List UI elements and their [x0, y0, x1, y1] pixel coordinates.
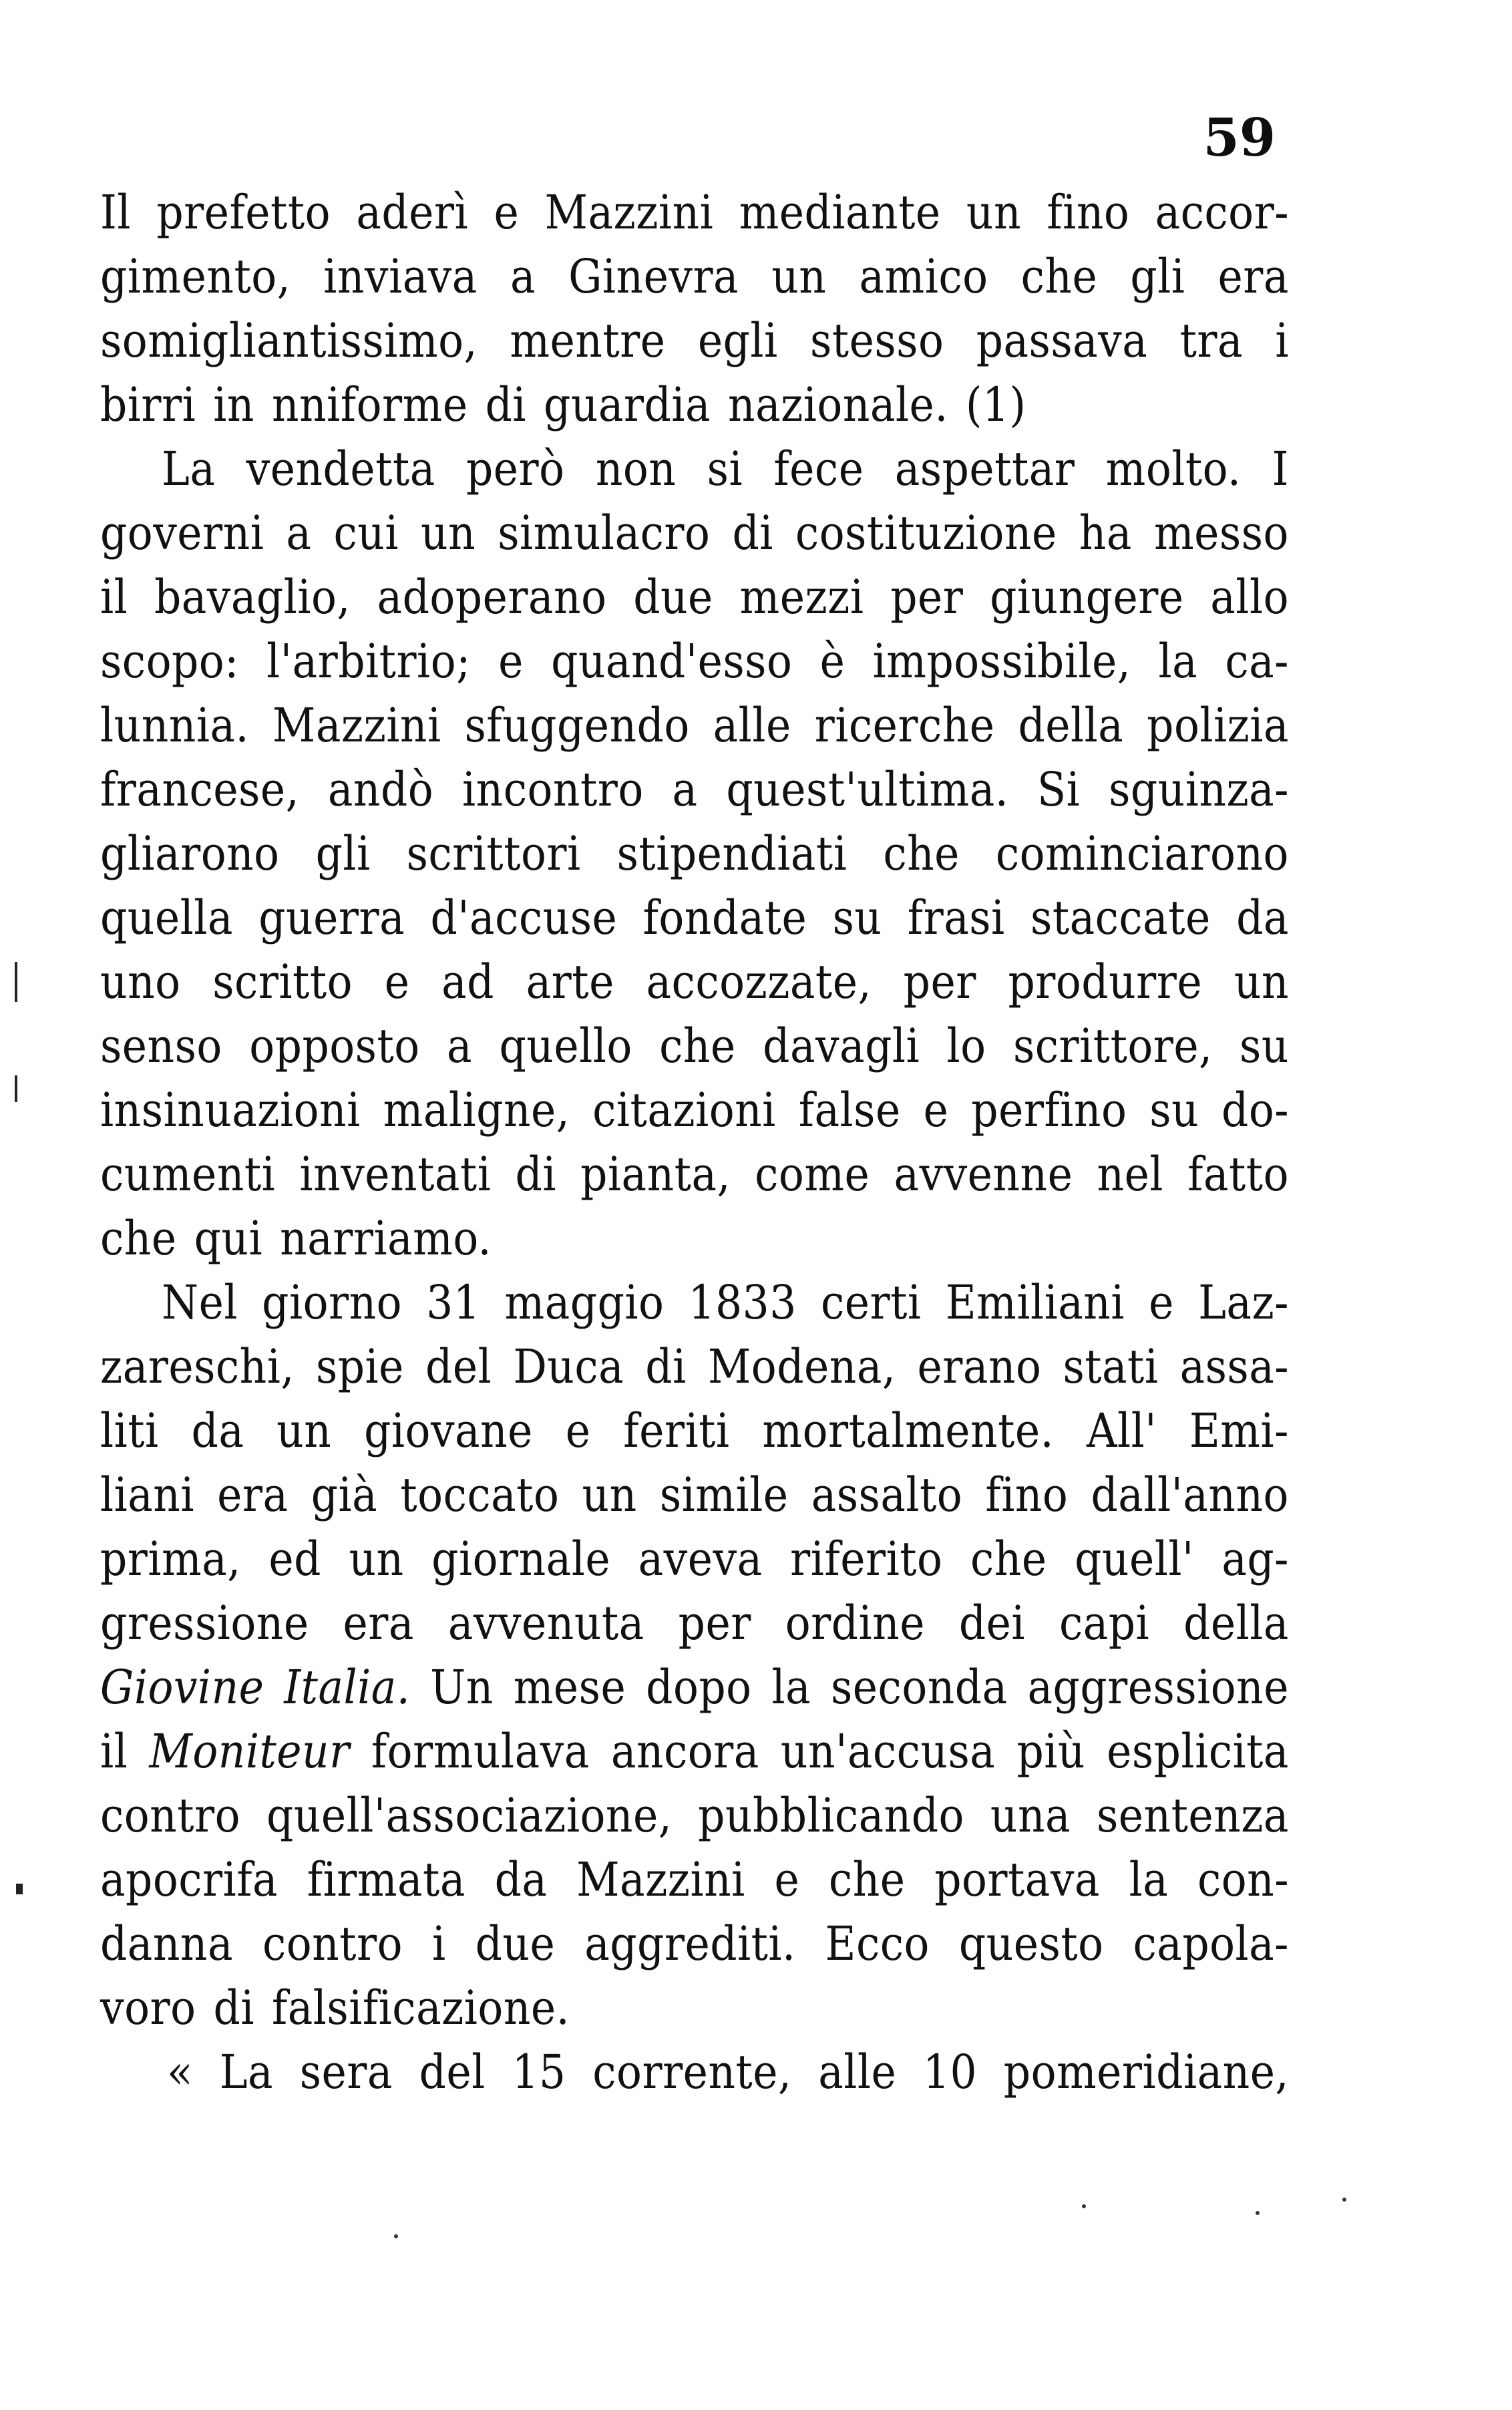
text-word: inviava: [323, 249, 478, 304]
scan-mark: [15, 962, 17, 1002]
text-word: qui: [194, 1211, 263, 1266]
text-word: era: [217, 1468, 289, 1522]
text-word: i: [432, 1916, 446, 1971]
text-word: un'accusa: [780, 1724, 996, 1779]
text-word: frasi: [907, 890, 1005, 945]
text-word: apocrifa: [100, 1852, 278, 1907]
text-word: fatto: [1187, 1147, 1289, 1202]
text-word: scritto: [212, 955, 353, 1009]
text-word: giornale: [431, 1532, 611, 1586]
text-word: questo: [958, 1916, 1104, 1971]
text-line: [100, 1014, 1289, 1078]
text-word: guerra: [258, 890, 405, 945]
text-line: [100, 1783, 1289, 1848]
text-word: un: [582, 1468, 637, 1522]
text-word: citazioni: [592, 1083, 776, 1138]
text-word: Si: [1037, 762, 1081, 817]
text-word: false: [798, 1083, 901, 1138]
text-line: [100, 1527, 1289, 1591]
text-word: che: [100, 1211, 177, 1266]
text-word: per: [890, 570, 964, 625]
text-word: mediante: [739, 185, 941, 240]
text-word: ag-: [1221, 1532, 1289, 1586]
text-word: sentenza: [1097, 1788, 1289, 1843]
text-word: fino: [1047, 185, 1130, 240]
text-word: lunnia.: [100, 698, 250, 753]
text-word: cui: [333, 506, 399, 560]
text-word: tra: [1179, 313, 1244, 368]
text-line: [100, 1848, 1289, 1912]
text-word: assalto: [811, 1468, 963, 1522]
text-word: certi: [820, 1275, 922, 1330]
text-word: polizia: [1147, 698, 1289, 753]
text-word: quell'associazione,: [266, 1788, 673, 1843]
text-word: ancora: [610, 1724, 759, 1779]
text-word: molto.: [1105, 442, 1242, 496]
text-word: alle: [818, 2045, 897, 2099]
text-word: di: [213, 1981, 254, 2035]
text-word: dopo: [646, 1660, 752, 1715]
text-word: una: [990, 1788, 1071, 1843]
text-word: è: [819, 634, 845, 689]
text-word: aveva: [638, 1532, 763, 1586]
text-word: cominciarono: [995, 826, 1289, 881]
text-word: incontro: [461, 762, 644, 817]
text-line: [100, 950, 1289, 1014]
text-word: ha: [1079, 506, 1132, 560]
text-word: feriti: [623, 1403, 730, 1458]
text-word: gli: [315, 826, 371, 881]
text-word: Nel: [162, 1275, 238, 1330]
text-word: più: [1016, 1724, 1085, 1779]
text-word: accozzate,: [646, 955, 872, 1009]
text-word: ed: [268, 1532, 321, 1586]
text-line: [100, 565, 1289, 629]
text-word: adoperano: [377, 570, 607, 625]
text-word: (1): [965, 377, 1026, 432]
text-word: ricerche: [814, 698, 995, 753]
text-word: Ecco: [825, 1916, 930, 1971]
text-word: con-: [1197, 1852, 1289, 1907]
text-word: gli: [1130, 249, 1185, 304]
text-word: liti: [100, 1403, 159, 1458]
text-word: fino: [985, 1468, 1069, 1522]
text-word: davagli: [763, 1019, 920, 1073]
text-word: capola-: [1133, 1916, 1289, 1971]
text-word: la: [1129, 1852, 1169, 1907]
text-word: e: [774, 1852, 800, 1907]
text-word: senso: [100, 1019, 222, 1073]
text-word: nniforme: [272, 377, 468, 432]
text-word: falsificazione.: [271, 1981, 570, 2035]
scan-speck: [1342, 2198, 1346, 2202]
text-word: andò: [327, 762, 434, 817]
text-word: di: [732, 506, 773, 560]
text-word: sguinza-: [1109, 762, 1289, 817]
text-word: quest'ultima.: [726, 762, 1009, 817]
text-word: 15: [512, 2045, 566, 2099]
text-word: Moniteur: [149, 1724, 350, 1779]
text-word: somigliantissimo,: [100, 313, 478, 368]
text-line: [100, 1655, 1289, 1719]
text-word: amico: [859, 249, 988, 304]
text-word: pomeridiane,: [1003, 2045, 1289, 2099]
text-word: prima,: [100, 1532, 241, 1586]
text-line: [100, 757, 1289, 822]
text-word: mezzi: [739, 570, 864, 625]
text-word: il: [100, 1724, 128, 1779]
text-line: [100, 1591, 1289, 1655]
text-word: su: [832, 890, 882, 945]
text-word: guardia: [544, 377, 711, 432]
text-word: Il: [100, 185, 132, 240]
text-word: sfuggendo: [464, 698, 690, 753]
text-word: della: [1018, 698, 1124, 753]
text-word: e: [923, 1083, 949, 1138]
text-word: già: [311, 1468, 378, 1522]
text-line: [100, 1912, 1289, 1976]
text-word: l'arbitrio;: [266, 634, 471, 689]
text-word: simulacro: [498, 506, 711, 560]
text-line: [100, 1335, 1289, 1399]
text-word: opposto: [249, 1019, 420, 1073]
text-line: [100, 1078, 1289, 1142]
text-word: da: [1236, 890, 1289, 945]
text-word: Ginevra: [568, 249, 739, 304]
page-number: 59: [1203, 108, 1276, 168]
text-word: quand'esso: [551, 634, 793, 689]
text-word: formulava: [371, 1724, 590, 1779]
text-line: [100, 1142, 1289, 1206]
text-word: che: [883, 826, 960, 881]
text-word: di: [485, 377, 527, 432]
text-word: fondate: [642, 890, 807, 945]
text-word: del: [419, 2045, 486, 2099]
text-word: a: [672, 762, 698, 817]
text-word: però: [465, 442, 565, 496]
text-word: governi: [100, 506, 264, 560]
text-word: seconda: [831, 1660, 1008, 1715]
text-word: passava: [976, 313, 1148, 368]
text-word: stesso: [810, 313, 944, 368]
text-word: allo: [1210, 570, 1289, 625]
text-word: riferito: [790, 1532, 943, 1586]
text-word: Mazzini: [544, 185, 714, 240]
text-word: e: [1149, 1275, 1174, 1330]
text-word: ad: [441, 955, 494, 1009]
text-word: era: [343, 1596, 414, 1651]
text-word: si: [707, 442, 743, 496]
text-word: la: [771, 1660, 811, 1715]
text-word: giorno: [262, 1275, 403, 1330]
text-word: corrente,: [592, 2045, 792, 2099]
text-word: due: [475, 1916, 556, 1971]
text-word: La: [219, 2045, 274, 2099]
text-word: come: [755, 1147, 870, 1202]
text-line: [100, 886, 1289, 950]
text-word: e: [384, 955, 410, 1009]
text-word: quella: [100, 890, 233, 945]
text-line: [100, 629, 1289, 693]
text-word: un: [771, 249, 827, 304]
text-word: mentre: [510, 313, 666, 368]
text-word: Italia.: [284, 1660, 411, 1715]
text-word: da: [191, 1403, 244, 1458]
text-word: vendetta: [246, 442, 435, 496]
text-line: [100, 309, 1289, 373]
text-word: Mazzini: [272, 698, 441, 753]
body-text: [100, 180, 1289, 2104]
text-word: e: [565, 1403, 591, 1458]
text-word: birri: [100, 377, 196, 432]
text-word: danna: [100, 1916, 233, 1971]
text-word: contro: [100, 1788, 241, 1843]
text-word: aggrediti.: [584, 1916, 796, 1971]
text-word: zareschi,: [100, 1339, 295, 1394]
text-word: uno: [100, 955, 181, 1009]
text-word: in: [213, 377, 254, 432]
text-word: Un: [430, 1660, 494, 1715]
text-word: fece: [773, 442, 864, 496]
text-word: alle: [713, 698, 791, 753]
text-word: esplicita: [1107, 1724, 1289, 1779]
text-word: costituzione: [795, 506, 1057, 560]
text-word: non: [595, 442, 677, 496]
text-word: avvenne: [894, 1147, 1073, 1202]
text-word: lo: [946, 1019, 986, 1073]
text-line: [100, 1719, 1289, 1783]
text-word: quello: [499, 1019, 632, 1073]
text-word: a: [510, 249, 536, 304]
text-word: un: [349, 1532, 404, 1586]
text-word: spie: [315, 1339, 404, 1394]
text-word: «: [167, 2045, 194, 2099]
text-line: [100, 693, 1289, 757]
text-word: per: [903, 955, 976, 1009]
text-word: inventati: [299, 1147, 492, 1202]
text-word: aderì: [356, 185, 469, 240]
text-word: Laz-: [1198, 1275, 1289, 1330]
text-word: nazionale.: [728, 377, 948, 432]
text-word: Mazzini: [576, 1852, 745, 1907]
text-word: scrittori: [406, 826, 581, 881]
text-word: mese: [513, 1660, 626, 1715]
text-word: a: [286, 506, 312, 560]
text-line: [100, 1206, 1289, 1270]
text-word: cumenti: [100, 1147, 276, 1202]
scan-mark: [16, 1884, 23, 1894]
text-word: che: [970, 1532, 1047, 1586]
text-word: a: [447, 1019, 473, 1073]
text-word: di: [645, 1339, 687, 1394]
text-word: I: [1272, 442, 1289, 496]
text-word: del: [425, 1339, 492, 1394]
text-word: mortalmente.: [762, 1403, 1055, 1458]
text-word: accor-: [1155, 185, 1289, 240]
text-word: un: [966, 185, 1022, 240]
text-word: ordine: [785, 1596, 925, 1651]
text-line: [100, 437, 1289, 501]
text-word: un: [421, 506, 476, 560]
text-word: portava: [934, 1852, 1100, 1907]
text-word: narriamo.: [280, 1211, 492, 1266]
text-word: avvenuta: [447, 1596, 644, 1651]
text-word: che: [659, 1019, 736, 1073]
text-word: simile: [659, 1468, 789, 1522]
text-word: messo: [1153, 506, 1289, 560]
text-word: La: [162, 442, 216, 496]
text-word: che: [1020, 249, 1098, 304]
text-line: [100, 2040, 1289, 2104]
text-word: un: [276, 1403, 332, 1458]
text-word: di: [515, 1147, 556, 1202]
text-word: la: [1158, 634, 1198, 689]
text-word: firmata: [307, 1852, 465, 1907]
text-word: maligne,: [383, 1083, 570, 1138]
text-word: d'accuse: [430, 890, 618, 945]
text-word: staccate: [1030, 890, 1211, 945]
text-word: su: [1240, 1019, 1289, 1073]
text-word: due: [633, 570, 713, 625]
text-word: egli: [697, 313, 778, 368]
text-word: da: [494, 1852, 548, 1907]
text-word: dei: [958, 1596, 1026, 1651]
text-word: dall'anno: [1091, 1468, 1289, 1522]
text-word: assa-: [1179, 1339, 1289, 1394]
text-word: della: [1183, 1596, 1289, 1651]
text-line: [100, 244, 1289, 309]
text-line: [100, 501, 1289, 565]
text-word: giovane: [364, 1403, 533, 1458]
text-line: [100, 822, 1289, 886]
text-word: contro: [262, 1916, 403, 1971]
text-word: scrittore,: [1012, 1019, 1213, 1073]
text-word: giungere: [990, 570, 1184, 625]
text-word: Giovine: [100, 1660, 264, 1715]
text-word: erano: [917, 1339, 1042, 1394]
text-word: francese,: [100, 762, 300, 817]
text-word: 10: [922, 2045, 978, 2099]
text-word: su: [1149, 1083, 1199, 1138]
text-word: un: [1234, 955, 1289, 1009]
text-line: [100, 1976, 1289, 2040]
text-word: Duca: [513, 1339, 624, 1394]
text-word: maggio: [504, 1275, 665, 1330]
text-word: gliarono: [100, 826, 280, 881]
text-line: [100, 180, 1289, 244]
text-line: [100, 1270, 1289, 1335]
text-word: gressione: [100, 1596, 309, 1651]
text-word: scopo:: [100, 634, 239, 689]
text-word: ca-: [1225, 634, 1289, 689]
text-word: arte: [526, 955, 614, 1009]
text-word: liani: [100, 1468, 194, 1522]
scan-mark: [15, 1075, 17, 1102]
scan-speck: [394, 2234, 398, 2238]
text-word: pubblicando: [698, 1788, 964, 1843]
text-word: toccato: [400, 1468, 560, 1522]
text-word: prefetto: [156, 185, 331, 240]
text-word: insinuazioni: [100, 1083, 361, 1138]
text-word: perfino: [971, 1083, 1127, 1138]
scan-speck: [1082, 2204, 1086, 2208]
text-line: [100, 373, 1289, 437]
text-word: produrre: [1008, 955, 1203, 1009]
text-word: Emiliani: [945, 1275, 1125, 1330]
text-word: per: [678, 1596, 751, 1651]
text-word: All': [1086, 1403, 1157, 1458]
text-word: i: [1275, 313, 1289, 368]
text-word: 31: [426, 1275, 481, 1330]
text-word: gimento,: [100, 249, 291, 304]
text-word: pianta,: [580, 1147, 731, 1202]
text-word: stipendiati: [616, 826, 847, 881]
text-word: impossibile,: [872, 634, 1131, 689]
text-word: aggressione: [1027, 1660, 1289, 1715]
text-word: capi: [1059, 1596, 1150, 1651]
text-word: nel: [1097, 1147, 1163, 1202]
text-word: che: [828, 1852, 906, 1907]
text-word: Emi-: [1189, 1403, 1289, 1458]
text-word: e: [498, 634, 524, 689]
text-word: aspettar: [894, 442, 1075, 496]
text-word: sera: [299, 2045, 393, 2099]
text-word: bavaglio,: [154, 570, 351, 625]
text-word: do-: [1221, 1083, 1289, 1138]
text-word: il: [100, 570, 128, 625]
text-word: e: [494, 185, 520, 240]
text-word: era: [1217, 249, 1289, 304]
text-word: voro: [100, 1981, 196, 2035]
text-word: 1833: [688, 1275, 797, 1330]
scan-speck: [1256, 2211, 1260, 2215]
text-word: stati: [1063, 1339, 1159, 1394]
text-line: [100, 1463, 1289, 1527]
text-word: quell': [1075, 1532, 1194, 1586]
text-word: Modena,: [707, 1339, 896, 1394]
text-line: [100, 1399, 1289, 1463]
